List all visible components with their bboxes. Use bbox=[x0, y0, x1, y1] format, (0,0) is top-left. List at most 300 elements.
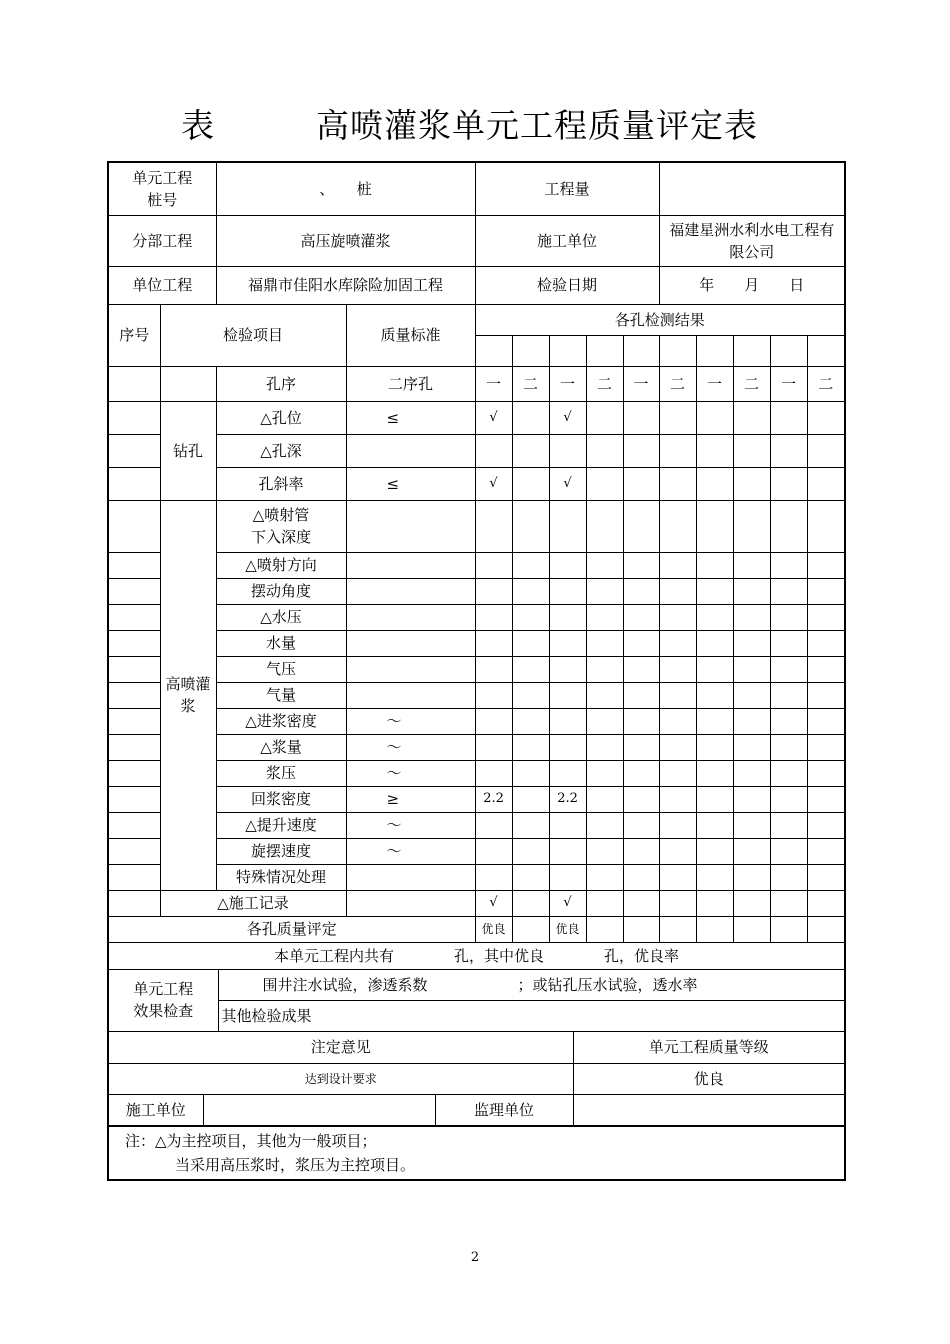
result-cell bbox=[586, 604, 623, 630]
col-item: 检验项目 bbox=[160, 304, 346, 366]
result-cell bbox=[770, 401, 807, 434]
seq-cell bbox=[108, 864, 160, 890]
date-label: 检验日期 bbox=[475, 266, 659, 304]
standard-cell: ≤ bbox=[346, 467, 475, 500]
result-cell bbox=[549, 552, 586, 578]
result-cell bbox=[623, 467, 659, 500]
result-cell bbox=[770, 656, 807, 682]
result-cell bbox=[807, 630, 845, 656]
result-cell bbox=[807, 786, 845, 812]
seq-cell bbox=[108, 552, 160, 578]
result-cell bbox=[770, 552, 807, 578]
item-cell: △浆量 bbox=[216, 734, 346, 760]
drill-row bbox=[108, 467, 845, 500]
result-cell: √ bbox=[549, 890, 586, 916]
result-cell bbox=[807, 500, 845, 552]
result-cell bbox=[807, 916, 845, 942]
result-cell bbox=[586, 864, 623, 890]
result-cell bbox=[807, 604, 845, 630]
item-cell: 旋摆速度 bbox=[216, 838, 346, 864]
result-cell bbox=[512, 812, 549, 838]
result-cell bbox=[512, 656, 549, 682]
item-cell: 水量 bbox=[216, 630, 346, 656]
result-cell bbox=[659, 838, 696, 864]
result-cell bbox=[696, 467, 733, 500]
result-cell bbox=[623, 552, 659, 578]
standard-cell bbox=[346, 656, 475, 682]
grout-group-label: 高喷灌浆 bbox=[160, 500, 216, 890]
result-cell bbox=[623, 656, 659, 682]
result-cell bbox=[770, 682, 807, 708]
result-cell bbox=[696, 838, 733, 864]
drill-group-label: 钻孔 bbox=[160, 401, 216, 500]
quality-row bbox=[108, 916, 845, 942]
result-cell bbox=[733, 838, 770, 864]
hole-cell bbox=[475, 335, 512, 366]
standard-cell: ～ bbox=[346, 708, 475, 734]
result-cell: 二 bbox=[807, 366, 845, 401]
opinion-value: 达到设计要求 bbox=[109, 1063, 573, 1094]
seq-cell bbox=[108, 604, 160, 630]
result-cell bbox=[623, 708, 659, 734]
result-cell bbox=[512, 401, 549, 434]
result-cell bbox=[733, 500, 770, 552]
result-cell bbox=[659, 864, 696, 890]
result-cell bbox=[586, 734, 623, 760]
result-cell bbox=[770, 812, 807, 838]
result-cell bbox=[512, 682, 549, 708]
result-cell bbox=[475, 682, 512, 708]
unit-value: 、 桩 bbox=[216, 162, 475, 215]
grout-row bbox=[108, 682, 845, 708]
hole-cell bbox=[512, 335, 549, 366]
result-cell bbox=[733, 434, 770, 467]
result-cell bbox=[549, 864, 586, 890]
result-cell bbox=[659, 708, 696, 734]
result-cell bbox=[623, 682, 659, 708]
result-cell bbox=[549, 500, 586, 552]
standard-cell bbox=[346, 890, 475, 916]
summary-line: 本单元工程内共有 孔，其中优良 孔，优良率 bbox=[108, 942, 845, 969]
result-cell: 优良 bbox=[549, 916, 586, 942]
result-cell bbox=[659, 467, 696, 500]
result-cell bbox=[586, 467, 623, 500]
result-cell bbox=[659, 434, 696, 467]
grout-row bbox=[108, 864, 845, 890]
result-cell bbox=[733, 630, 770, 656]
result-cell bbox=[696, 578, 733, 604]
result-cell: 二 bbox=[586, 366, 623, 401]
grout-row bbox=[108, 500, 845, 552]
result-cell bbox=[659, 786, 696, 812]
grout-row bbox=[108, 552, 845, 578]
result-cell bbox=[733, 578, 770, 604]
result-cell bbox=[770, 838, 807, 864]
result-cell bbox=[475, 500, 512, 552]
result-cell bbox=[770, 916, 807, 942]
result-cell bbox=[512, 552, 549, 578]
result-cell bbox=[475, 812, 512, 838]
drill-row bbox=[108, 401, 845, 434]
result-cell: 一 bbox=[475, 366, 512, 401]
result-cell bbox=[512, 604, 549, 630]
result-cell bbox=[623, 604, 659, 630]
result-cell bbox=[549, 682, 586, 708]
seq-cell bbox=[108, 366, 160, 401]
result-cell bbox=[475, 630, 512, 656]
record-label: △施工记录 bbox=[160, 890, 346, 916]
result-cell bbox=[549, 604, 586, 630]
result-cell bbox=[659, 578, 696, 604]
item-cell: △孔深 bbox=[216, 434, 346, 467]
seq-cell bbox=[108, 812, 160, 838]
standard-cell: ≥ bbox=[346, 786, 475, 812]
result-cell bbox=[696, 552, 733, 578]
result-cell bbox=[512, 838, 549, 864]
standard-cell bbox=[346, 578, 475, 604]
standard-cell: ～ bbox=[346, 838, 475, 864]
result-cell bbox=[659, 916, 696, 942]
seq-cell bbox=[108, 734, 160, 760]
page-number: 2 bbox=[470, 1250, 480, 1265]
seq-cell bbox=[108, 682, 160, 708]
seq-cell bbox=[108, 578, 160, 604]
result-cell bbox=[586, 578, 623, 604]
col-seq: 序号 bbox=[108, 304, 160, 366]
branch-label: 分部工程 bbox=[108, 215, 216, 266]
page-title bbox=[0, 104, 950, 148]
result-cell bbox=[623, 500, 659, 552]
result-cell bbox=[549, 630, 586, 656]
result-cell bbox=[512, 630, 549, 656]
result-cell bbox=[770, 434, 807, 467]
effect-line1: 围井注水试验，渗透系数 ；或钻孔压水试验，透水率 bbox=[218, 970, 844, 1001]
result-cell bbox=[733, 760, 770, 786]
col-standard: 质量标准 bbox=[346, 304, 475, 366]
item-cell: 孔斜率 bbox=[216, 467, 346, 500]
standard-cell bbox=[346, 604, 475, 630]
seq-cell bbox=[108, 401, 160, 434]
hole-cell bbox=[586, 335, 623, 366]
result-cell: 一 bbox=[770, 366, 807, 401]
item-cell: △提升速度 bbox=[216, 812, 346, 838]
contractor-label: 施工单位 bbox=[475, 215, 659, 266]
standard-cell bbox=[346, 864, 475, 890]
item-cell: △喷射管 下入深度 bbox=[216, 500, 346, 552]
result-cell bbox=[696, 760, 733, 786]
result-cell bbox=[659, 682, 696, 708]
item-cell: 气量 bbox=[216, 682, 346, 708]
standard-cell: ～ bbox=[346, 812, 475, 838]
item-cell: △孔位 bbox=[216, 401, 346, 434]
result-cell bbox=[512, 434, 549, 467]
seq-cell bbox=[108, 760, 160, 786]
result-cell bbox=[549, 760, 586, 786]
result-cell bbox=[549, 812, 586, 838]
result-cell bbox=[770, 786, 807, 812]
item-cell: 特殊情况处理 bbox=[216, 864, 346, 890]
result-cell bbox=[770, 578, 807, 604]
result-cell bbox=[733, 401, 770, 434]
grout-row bbox=[108, 838, 845, 864]
result-cell bbox=[512, 734, 549, 760]
result-cell bbox=[586, 916, 623, 942]
result-cell bbox=[549, 734, 586, 760]
result-cell bbox=[512, 760, 549, 786]
result-cell bbox=[586, 708, 623, 734]
result-cell bbox=[586, 760, 623, 786]
result-cell bbox=[770, 890, 807, 916]
result-cell bbox=[659, 500, 696, 552]
result-cell bbox=[623, 434, 659, 467]
standard-cell bbox=[346, 682, 475, 708]
standard-cell bbox=[346, 630, 475, 656]
seq-cell bbox=[108, 786, 160, 812]
item-cell: △喷射方向 bbox=[216, 552, 346, 578]
result-cell bbox=[770, 467, 807, 500]
seq-cell bbox=[108, 467, 160, 500]
quantity-label: 工程量 bbox=[475, 162, 659, 215]
result-cell bbox=[623, 786, 659, 812]
sign-supervisor-value bbox=[573, 1094, 844, 1125]
result-cell bbox=[549, 578, 586, 604]
result-cell bbox=[586, 552, 623, 578]
quantity-value bbox=[659, 162, 845, 215]
project-value: 福鼎市佳阳水库除险加固工程 bbox=[216, 266, 475, 304]
result-cell: √ bbox=[475, 401, 512, 434]
grout-row bbox=[108, 760, 845, 786]
grout-row bbox=[108, 578, 845, 604]
result-cell bbox=[770, 630, 807, 656]
result-cell bbox=[807, 760, 845, 786]
result-cell bbox=[512, 578, 549, 604]
seq-cell bbox=[108, 630, 160, 656]
grout-row bbox=[108, 604, 845, 630]
result-cell bbox=[807, 682, 845, 708]
result-cell bbox=[696, 864, 733, 890]
result-cell: √ bbox=[475, 890, 512, 916]
effect-line2: 其他检验成果 bbox=[218, 1001, 844, 1032]
result-cell bbox=[586, 434, 623, 467]
result-cell bbox=[659, 604, 696, 630]
result-cell bbox=[696, 708, 733, 734]
result-cell bbox=[586, 890, 623, 916]
result-cell bbox=[659, 656, 696, 682]
hole-order-row bbox=[108, 366, 845, 401]
blank-cell bbox=[160, 366, 216, 401]
grout-row bbox=[108, 786, 845, 812]
result-cell: √ bbox=[549, 467, 586, 500]
result-cell bbox=[586, 786, 623, 812]
result-cell bbox=[733, 682, 770, 708]
note-line-2: 当采用高压浆时，浆压为主控项目。 bbox=[175, 1155, 416, 1174]
result-cell bbox=[696, 604, 733, 630]
result-cell bbox=[623, 838, 659, 864]
result-cell: 二 bbox=[733, 366, 770, 401]
result-cell: √ bbox=[475, 467, 512, 500]
result-cell bbox=[659, 401, 696, 434]
drill-row bbox=[108, 434, 845, 467]
result-cell bbox=[733, 812, 770, 838]
standard-cell bbox=[346, 552, 475, 578]
sign-contractor-value bbox=[203, 1094, 435, 1125]
seq-cell bbox=[108, 656, 160, 682]
result-cell bbox=[623, 916, 659, 942]
standard-cell: ～ bbox=[346, 760, 475, 786]
result-cell bbox=[807, 734, 845, 760]
effect-label: 单元工程 效果检查 bbox=[109, 970, 218, 1032]
result-cell bbox=[807, 552, 845, 578]
result-cell bbox=[475, 656, 512, 682]
result-cell: 2.2 bbox=[475, 786, 512, 812]
result-cell bbox=[659, 890, 696, 916]
result-cell bbox=[659, 760, 696, 786]
hole-cell bbox=[623, 335, 659, 366]
seq-cell bbox=[108, 500, 160, 552]
result-cell bbox=[696, 500, 733, 552]
result-cell bbox=[807, 708, 845, 734]
unit-label: 单元工程 桩号 bbox=[108, 162, 216, 215]
title-prefix: 表 bbox=[181, 106, 214, 145]
hole-cell bbox=[696, 335, 733, 366]
result-cell bbox=[807, 656, 845, 682]
result-cell bbox=[623, 734, 659, 760]
result-cell bbox=[623, 812, 659, 838]
opinion-label: 注定意见 bbox=[109, 1032, 573, 1063]
grade-value: 优良 bbox=[573, 1063, 844, 1094]
result-cell bbox=[623, 864, 659, 890]
result-cell bbox=[807, 812, 845, 838]
quality-label: 各孔质量评定 bbox=[108, 916, 475, 942]
result-cell bbox=[586, 500, 623, 552]
hole-cell bbox=[807, 335, 845, 366]
seq-cell bbox=[108, 890, 160, 916]
result-cell bbox=[475, 708, 512, 734]
result-cell: √ bbox=[549, 401, 586, 434]
note-line-1: 注：△为主控项目，其他为一般项目； bbox=[125, 1131, 377, 1150]
title-main: 高喷灌浆单元工程质量评定表 bbox=[316, 106, 758, 145]
result-cell bbox=[696, 734, 733, 760]
hole-cell bbox=[549, 335, 586, 366]
result-cell bbox=[586, 656, 623, 682]
result-cell bbox=[807, 434, 845, 467]
result-cell: 一 bbox=[549, 366, 586, 401]
date-value: 年 月 日 bbox=[659, 266, 845, 304]
result-cell bbox=[696, 682, 733, 708]
result-cell bbox=[770, 734, 807, 760]
result-cell bbox=[586, 838, 623, 864]
standard-cell: ≤ bbox=[346, 401, 475, 434]
col-results: 各孔检测结果 bbox=[475, 304, 845, 335]
result-cell bbox=[475, 838, 512, 864]
grout-row bbox=[108, 656, 845, 682]
result-cell bbox=[696, 434, 733, 467]
result-cell bbox=[549, 434, 586, 467]
result-cell: 2.2 bbox=[549, 786, 586, 812]
result-cell bbox=[696, 916, 733, 942]
result-cell bbox=[512, 916, 549, 942]
result-cell bbox=[733, 864, 770, 890]
result-cell bbox=[623, 760, 659, 786]
notes bbox=[108, 1126, 845, 1180]
result-cell bbox=[733, 916, 770, 942]
result-cell bbox=[623, 630, 659, 656]
item-cell: 摆动角度 bbox=[216, 578, 346, 604]
result-cell bbox=[659, 734, 696, 760]
grade-label: 单元工程质量等级 bbox=[573, 1032, 844, 1063]
result-cell: 二 bbox=[512, 366, 549, 401]
result-cell: 优良 bbox=[475, 916, 512, 942]
result-cell bbox=[733, 708, 770, 734]
grout-row bbox=[108, 734, 845, 760]
result-cell bbox=[807, 864, 845, 890]
record-row bbox=[108, 890, 845, 916]
sign-supervisor-label: 监理单位 bbox=[435, 1094, 573, 1125]
result-cell bbox=[770, 604, 807, 630]
item-cell: 气压 bbox=[216, 656, 346, 682]
result-cell bbox=[512, 890, 549, 916]
result-cell bbox=[659, 630, 696, 656]
standard-cell: ～ bbox=[346, 734, 475, 760]
result-cell bbox=[733, 467, 770, 500]
result-cell bbox=[549, 656, 586, 682]
seq-cell bbox=[108, 708, 160, 734]
item-cell: 回浆密度 bbox=[216, 786, 346, 812]
sign-contractor-label: 施工单位 bbox=[109, 1094, 203, 1125]
result-cell bbox=[770, 500, 807, 552]
result-cell bbox=[475, 864, 512, 890]
result-cell bbox=[475, 760, 512, 786]
hole-cell bbox=[659, 335, 696, 366]
branch-value: 高压旋喷灌浆 bbox=[216, 215, 475, 266]
result-cell bbox=[807, 401, 845, 434]
result-cell bbox=[807, 467, 845, 500]
result-cell bbox=[512, 786, 549, 812]
result-cell bbox=[807, 838, 845, 864]
result-cell: 一 bbox=[696, 366, 733, 401]
result-cell bbox=[475, 604, 512, 630]
standard-cell: 二序孔 bbox=[346, 366, 475, 401]
result-cell bbox=[549, 838, 586, 864]
seq-cell bbox=[108, 434, 160, 467]
item-cell: 浆压 bbox=[216, 760, 346, 786]
result-cell bbox=[770, 708, 807, 734]
item-cell: △进浆密度 bbox=[216, 708, 346, 734]
result-cell bbox=[475, 578, 512, 604]
contractor-value: 福建星洲水利水电工程有限公司 bbox=[659, 215, 845, 266]
result-cell bbox=[696, 656, 733, 682]
grout-row bbox=[108, 630, 845, 656]
result-cell bbox=[807, 890, 845, 916]
result-cell bbox=[770, 864, 807, 890]
result-cell bbox=[512, 864, 549, 890]
result-cell bbox=[659, 552, 696, 578]
result-cell bbox=[586, 401, 623, 434]
result-cell bbox=[512, 708, 549, 734]
result-cell bbox=[807, 578, 845, 604]
project-label: 单位工程 bbox=[108, 266, 216, 304]
hole-cell bbox=[733, 335, 770, 366]
result-cell bbox=[659, 812, 696, 838]
seq-cell bbox=[108, 838, 160, 864]
result-cell bbox=[733, 734, 770, 760]
result-cell bbox=[770, 760, 807, 786]
result-cell bbox=[475, 734, 512, 760]
result-cell bbox=[475, 434, 512, 467]
result-cell bbox=[733, 890, 770, 916]
grout-row bbox=[108, 708, 845, 734]
standard-cell bbox=[346, 500, 475, 552]
